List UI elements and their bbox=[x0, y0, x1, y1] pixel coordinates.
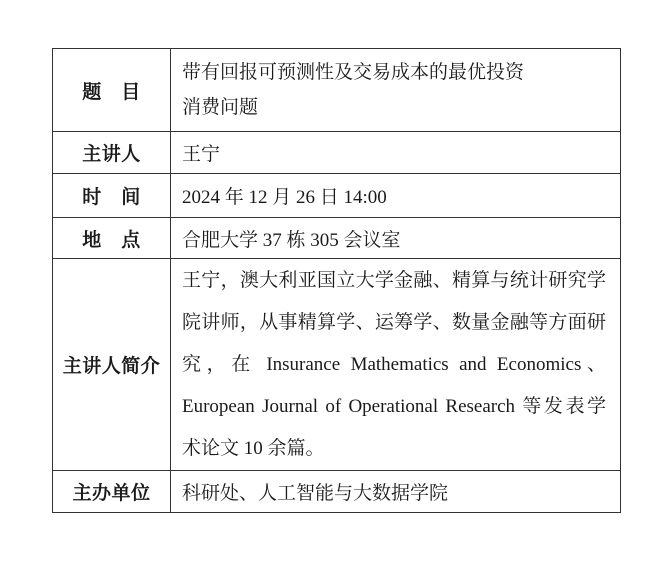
table-row-venue bbox=[53, 218, 621, 259]
time-label: 时 间 bbox=[53, 174, 171, 218]
bio-line-4: European Journal of Operational Research 等发表学 bbox=[182, 395, 606, 417]
bio-label: 主讲人简介 bbox=[53, 259, 171, 471]
table-row-speaker bbox=[53, 132, 621, 174]
speaker-value: 王宁 bbox=[171, 132, 621, 174]
title-value-line-2: 消费问题 bbox=[182, 97, 259, 118]
time-value: 2024 年 12 月 26 日 14:00 bbox=[171, 174, 621, 218]
bio-line-1: 王宁，澳大利亚国立大学金融、精算与统计研究学 bbox=[182, 269, 606, 291]
organizer-value: 科研处、人工智能与大数据学院 bbox=[171, 471, 621, 513]
table-row-organizer bbox=[53, 471, 621, 513]
title-value-line-1: 带有回报可预测性及交易成本的最优投资 bbox=[182, 62, 525, 83]
title-value bbox=[171, 49, 621, 132]
organizer-label: 主办单位 bbox=[53, 471, 171, 513]
table-row-time bbox=[53, 174, 621, 218]
bio-line-5: 术论文 10 余篇。 bbox=[182, 437, 325, 459]
venue-value: 合肥大学 37 栋 305 会议室 bbox=[171, 218, 621, 259]
bio-line-2: 院讲师，从事精算学、运筹学、数量金融等方面研 bbox=[182, 311, 606, 333]
bio-value bbox=[171, 259, 621, 471]
bio-line-3: 究，在 Insurance Mathematics and Economics、 bbox=[182, 353, 606, 375]
table-row-bio bbox=[53, 259, 621, 471]
venue-label: 地 点 bbox=[53, 218, 171, 259]
speaker-label: 主讲人 bbox=[53, 132, 171, 174]
table-row-title bbox=[53, 49, 621, 132]
seminar-notice-table bbox=[52, 48, 621, 513]
title-label: 题 目 bbox=[53, 49, 171, 132]
